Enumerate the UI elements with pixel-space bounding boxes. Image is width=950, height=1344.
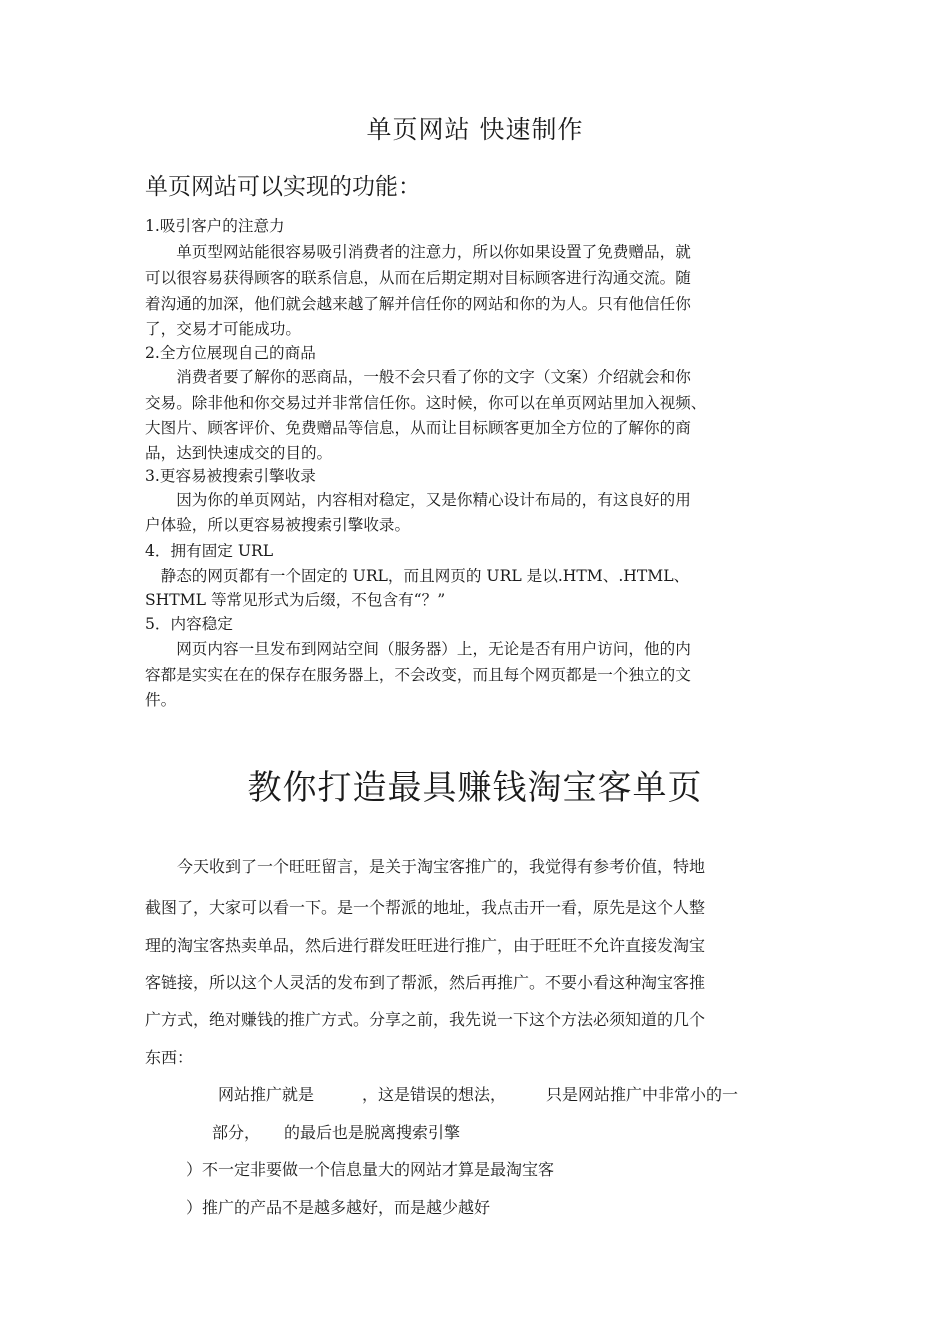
article-line: 客链接，所以这个人灵活的发布到了帮派，然后再推广。不要小看这种淘宝客推 [145, 973, 706, 992]
body-line: 单页型网站能很容易吸引消费者的注意力，所以你如果设置了免费赠品，就 [145, 243, 691, 261]
body-line: 品，达到快速成交的目的。 [145, 444, 333, 462]
body-line: 容都是实实在在的保存在服务器上，不会改变，而且每个网页都是一个独立的文 [145, 666, 691, 684]
article-line: 广方式，绝对赚钱的推广方式。分享之前，我先说一下这个方法必须知道的几个 [145, 1010, 706, 1029]
body-line: 大图片、顾客评价、免费赠品等信息，从而让目标顾客更加全方位的了解你的商 [145, 419, 691, 437]
body-line: 消费者要了解你的恶商品，一般不会只看了你的文字（文案）介绍就会和你 [145, 368, 691, 386]
feature-heading-2: 2.全方位展现自己的商品 [145, 344, 316, 362]
body-line: 着沟通的加深，他们就会越来越了解并信任你的网站和你的为人。只有他信任你 [145, 295, 691, 313]
section-subtitle: 单页网站可以实现的功能： [145, 174, 421, 200]
body-line: 静态的网页都有一个固定的 URL，而且网页的 URL 是以.HTM、.HTML、 [145, 567, 690, 585]
body-line: SHTML 等常见形式为后缀，不包含有“？” [145, 591, 446, 609]
list-item: ）推广的产品不是越多越好，而是越少越好 [186, 1198, 491, 1217]
article-title: 教你打造最具赚钱淘宝客单页 [247, 768, 703, 808]
article-line: 截图了，大家可以看一下。是一个帮派的地址，我点击开一看，原先是这个人整 [145, 898, 706, 917]
article-line: 今天收到了一个旺旺留言，是关于淘宝客推广的，我觉得有参考价值，特地 [145, 857, 706, 876]
feature-heading-1: 1.吸引客户的注意力 [145, 217, 285, 235]
body-line: 因为你的单页网站，内容相对稳定，又是你精心设计布局的，有这良好的用 [145, 491, 691, 509]
article-line: 理的淘宝客热卖单品，然后进行群发旺旺进行推广，由于旺旺不允许直接发淘宝 [145, 936, 706, 955]
feature-heading-3: 3.更容易被搜索引擎收录 [145, 467, 316, 485]
body-line: 件。 [145, 691, 177, 709]
body-line: 了，交易才可能成功。 [145, 320, 301, 338]
body-line: 可以很容易获得顾客的联系信息，从而在后期定期对目标顾客进行沟通交流。随 [145, 269, 691, 287]
feature-heading-5: 5．内容稳定 [145, 615, 233, 633]
article-line: 东西： [145, 1048, 194, 1067]
list-item: 网站推广就是 ，这是错误的想法， 只是网站推广中非常小的一 [218, 1085, 739, 1104]
body-line: 网页内容一旦发布到网站空间（服务器）上，无论是否有用户访问，他的内 [145, 640, 691, 658]
body-line: 户体验，所以更容易被搜索引擎收录。 [145, 516, 411, 534]
list-item: 部分， 的最后也是脱离搜索引擎 [212, 1123, 461, 1142]
page-title: 单页网站 快速制作 [366, 115, 584, 144]
list-item: ）不一定非要做一个信息量大的网站才算是最淘宝客 [186, 1160, 555, 1179]
feature-heading-4: 4．拥有固定 URL [145, 542, 274, 560]
body-line: 交易。除非他和你交易过并非常信任你。这时候，你可以在单页网站里加入视频、 [145, 394, 707, 412]
